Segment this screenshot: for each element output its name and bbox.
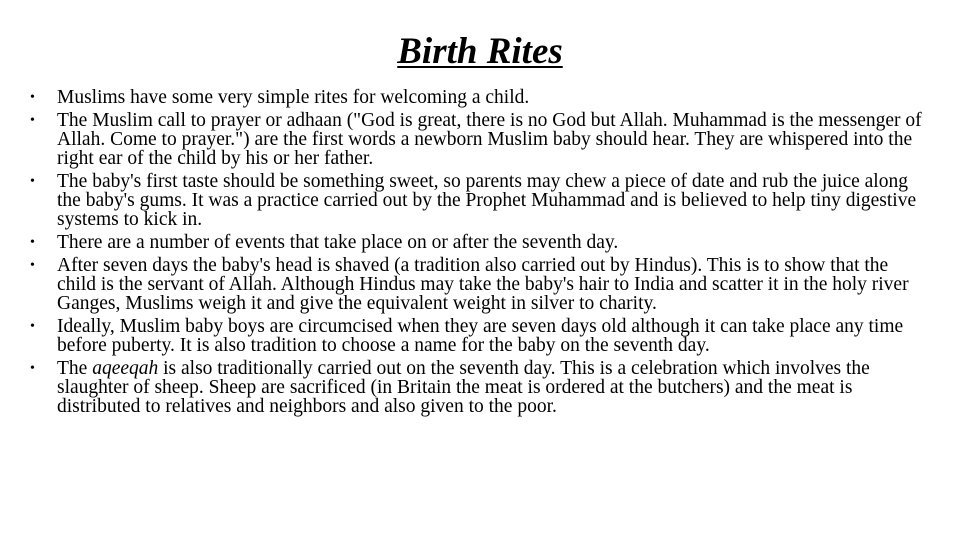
bullet-text: After seven days the baby's head is shaved (a tradition also carried out by Hindus). This is to show that the child is the servant of Allah. Although Hindus may take the baby's hair to India and scatter it in the holy river Ganges, Muslims weigh it and give the equivalent weight in silver to charity.: [57, 255, 909, 314]
bullet-item: [30, 172, 930, 229]
bullet-item: [30, 111, 930, 168]
bullet-text: The Muslim call to prayer or adhaan ("God is great, there is no God but Allah. Muhammad is the messenger of Allah. Come to prayer.") are the first words a newborn Muslim baby should hear. They are whispered into the right ear of the child by his or her father.: [57, 110, 922, 169]
bullet-dot: •: [30, 90, 35, 105]
bullet-text: The baby's first taste should be something sweet, so parents may chew a piece of date and rub the juice along the baby's gums. It was a practice carried out by the Prophet Muhammad and is believed to help tiny digestive systems to kick in.: [57, 171, 917, 230]
bullet-dot: •: [30, 235, 35, 250]
bullet-item: [30, 359, 930, 416]
bullet-item: [30, 256, 930, 313]
slide-title-text: Birth Rites: [397, 31, 563, 72]
aqeeqah-term: aqeeqah: [92, 358, 159, 379]
bullet-dot: •: [30, 174, 35, 189]
bullet-dot: •: [30, 319, 35, 334]
bullet-text: There are a number of events that take place on or after the seventh day.: [57, 232, 619, 253]
slide-title: [0, 30, 960, 74]
bullet-item: [30, 317, 930, 355]
bullet-text: Muslims have some very simple rites for welcoming a child.: [57, 87, 530, 108]
bullet-list: [30, 88, 930, 420]
bullet-text-after: is also traditionally carried out on the seventh day. This is a celebration which involves the slaughter of sheep. Sheep are sacrificed (in Britain the meat is ordered at the butchers) and the meat is distributed to relatives and neighbors and also given to the poor.: [57, 358, 870, 417]
bullet-text-before: The: [57, 358, 93, 379]
bullet-item: [30, 233, 930, 252]
bullet-dot: •: [30, 113, 35, 128]
bullet-text: Ideally, Muslim baby boys are circumcised when they are seven days old although it can take place any time before puberty. It is also tradition to choose a name for the baby on the seventh day.: [57, 316, 904, 356]
bullet-dot: •: [30, 258, 35, 273]
bullet-dot: •: [30, 361, 35, 376]
bullet-item: [30, 88, 930, 107]
